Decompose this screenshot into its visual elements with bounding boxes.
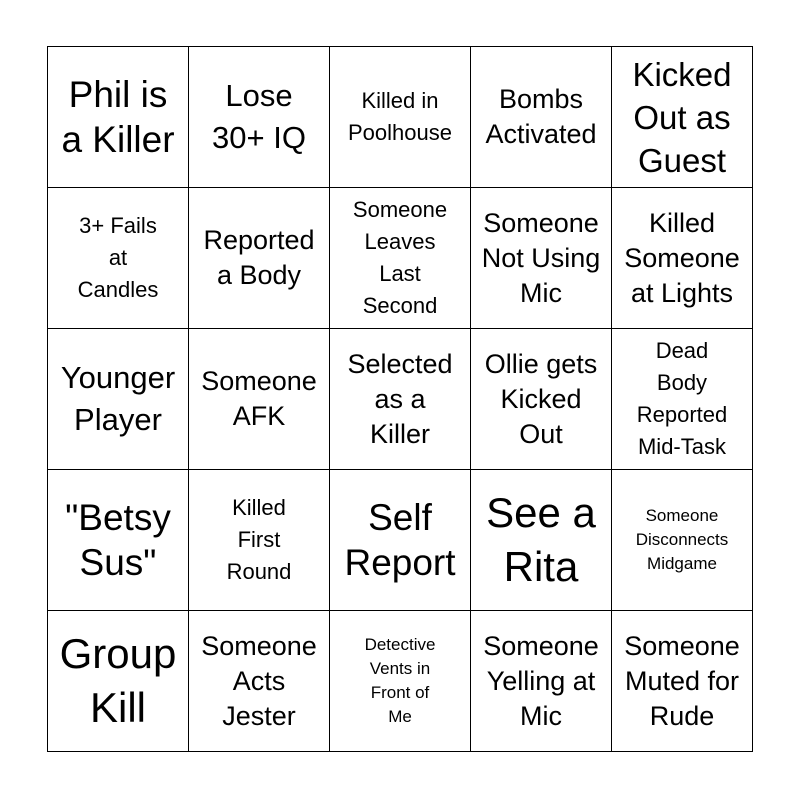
bingo-cell-label: Dead Body Reported Mid-Task (636, 338, 728, 459)
bingo-cell-label: Someone Disconnects Midgame (635, 506, 729, 573)
bingo-cell-label: Killed Someone at Lights (624, 207, 740, 308)
bingo-cell-label: Phil is a Killer (61, 74, 175, 160)
bingo-cell-r5c5[interactable] (612, 611, 753, 752)
bingo-cell-r3c1[interactable] (48, 329, 189, 470)
bingo-cell-r1c2[interactable] (189, 47, 330, 188)
bingo-cell-r2c2[interactable] (189, 188, 330, 329)
bingo-cell-r1c4[interactable] (471, 47, 612, 188)
bingo-cell-label: Bombs Activated (485, 84, 597, 149)
bingo-cell-r5c2[interactable] (189, 611, 330, 752)
bingo-board (47, 46, 753, 752)
bingo-cell-r3c3[interactable] (330, 329, 471, 470)
bingo-cell-label: Younger Player (60, 360, 176, 437)
bingo-cell-label: Kicked Out as Guest (632, 55, 732, 179)
bingo-cell-label: Ollie gets Kicked Out (484, 348, 598, 449)
bingo-cell-r5c1[interactable] (48, 611, 189, 752)
bingo-cell-label: Someone Acts Jester (201, 630, 317, 731)
bingo-cell-label: Reported a Body (203, 225, 315, 290)
bingo-cell-r2c4[interactable] (471, 188, 612, 329)
bingo-cell-label: Killed in Poolhouse (348, 88, 452, 145)
bingo-cell-label: "Betsy Sus" (65, 497, 171, 583)
bingo-cell-label: Self Report (344, 497, 456, 583)
bingo-cell-label: Someone Not Using Mic (481, 207, 601, 308)
bingo-cell-r2c1[interactable] (48, 188, 189, 329)
bingo-cell-r4c3[interactable] (330, 470, 471, 611)
bingo-cell-r4c1[interactable] (48, 470, 189, 611)
bingo-cell-r3c5[interactable] (612, 329, 753, 470)
bingo-cell-label: Lose 30+ IQ (212, 78, 306, 155)
bingo-cell-label: Detective Vents in Front of Me (364, 635, 436, 726)
bingo-cell-r1c1[interactable] (48, 47, 189, 188)
bingo-cell-r5c3[interactable] (330, 611, 471, 752)
bingo-cell-r1c3[interactable] (330, 47, 471, 188)
bingo-cell-label: Someone AFK (201, 366, 317, 431)
bingo-cell-label: Someone Yelling at Mic (483, 630, 599, 731)
bingo-cell-label: Group Kill (59, 630, 177, 731)
bingo-cell-label: See a Rita (486, 489, 596, 590)
bingo-cell-r1c5[interactable] (612, 47, 753, 188)
bingo-cell-label: Someone Leaves Last Second (352, 197, 448, 318)
bingo-cell-r4c5[interactable] (612, 470, 753, 611)
bingo-cell-r3c4[interactable] (471, 329, 612, 470)
bingo-cell-label: Selected as a Killer (347, 348, 453, 449)
bingo-cell-r2c5[interactable] (612, 188, 753, 329)
bingo-cell-label: 3+ Fails at Candles (77, 213, 159, 302)
bingo-cell-r3c2[interactable] (189, 329, 330, 470)
bingo-cell-label: Someone Muted for Rude (624, 630, 740, 731)
bingo-cell-r2c3[interactable] (330, 188, 471, 329)
bingo-cell-label: Killed First Round (226, 495, 292, 584)
bingo-cell-r4c4[interactable] (471, 470, 612, 611)
bingo-cell-r4c2[interactable] (189, 470, 330, 611)
bingo-cell-r5c4[interactable] (471, 611, 612, 752)
